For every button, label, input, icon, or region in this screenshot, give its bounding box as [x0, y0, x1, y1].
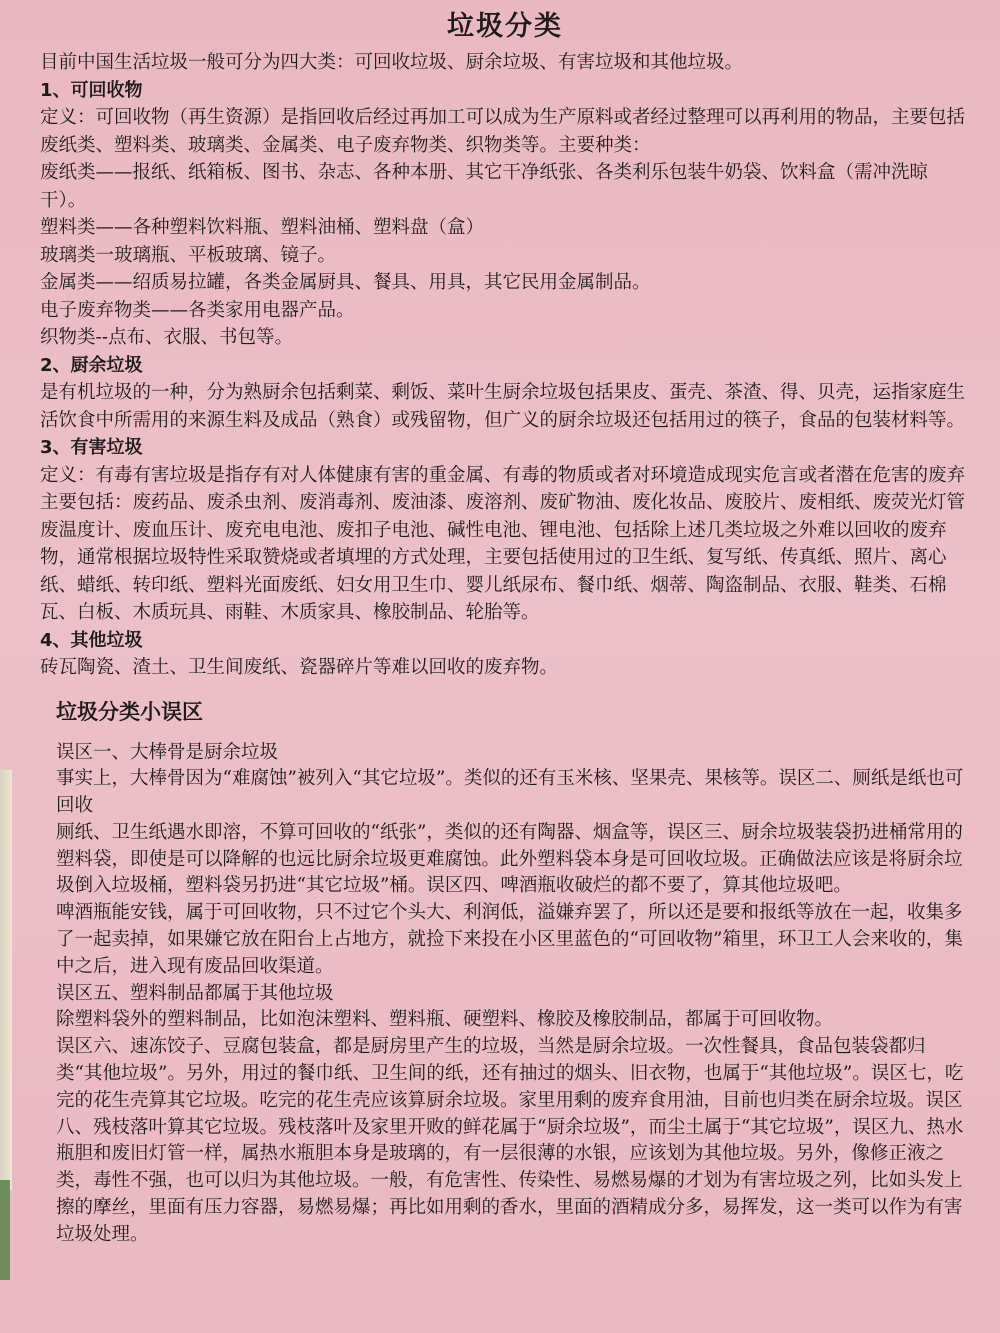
myth5-title: 误区五、塑料制品都属于其他垃圾 — [56, 982, 334, 1004]
section1-definition: 定义：可回收物（再生资源）是指回收后经过再加工可以成为生产原料或者经过整理可以再利用的物品，主要包括废纸类、塑料类、玻璃类、金属类、电子废弃物类、织物类等。主要种类： — [40, 107, 966, 156]
section1-heading: 1、可回收物 — [40, 79, 143, 101]
section1-metal: 金属类——绍质易拉罐，各类金属厨具、餐具、用具，其它民用金属制品。 — [40, 272, 651, 293]
section1-electronic: 电子废弃物类——各类家用电器产品。 — [40, 299, 355, 321]
myths-section — [40, 696, 970, 1249]
myth5-text: 除塑料袋外的塑料制品，比如泡沫塑料、塑料瓶、硬塑料、橡胶及橡胶制品，都属于可回收物。 — [56, 1009, 834, 1031]
section1-textile: 织物类--点布、衣服、书包等。 — [40, 327, 294, 348]
section3-text: 定义：有毒有害垃圾是指存有对人体健康有害的重金属、有毒的物质或者对环境造成现实危言或者潜在危害的废弃主要包括：废药品、废杀虫剂、废消毒剂、废油漆、废溶剂、废矿物油、废化妆品、废胶片、废相纸、废荧光灯管废温度计、废血压计、废充电电池、废扣子电池、碱性电池、锂电池、包括除上述几类垃圾之外难以回收的废弃物，通常根据垃圾特性采取赞烧或者填埋的方式处理，主要包括使用过的卫生纸、复写纸、传真纸、照片、离心纸、蜡纸、转印纸、塑料光面废纸、妇女用卫生巾、婴儿纸尿布、餐巾纸、烟蒂、陶盗制品、衣服、鞋类、石棉瓦、白板、木质玩具、雨鞋、木质家具、橡胶制品、轮胎等。 — [40, 464, 966, 623]
section2-heading: 2、厨余垃圾 — [40, 354, 143, 376]
section1-glass: 玻璃类一玻璃瓶、平板玻璃、镜子。 — [40, 244, 337, 266]
myth1-title: 误区一、大棒骨是厨余垃圾 — [56, 741, 279, 763]
section1-plastic: 塑料类——各种塑料饮料瓶、塑料油桶、塑料盘（盒） — [40, 217, 485, 238]
background-edge — [0, 1180, 10, 1280]
document-content — [40, 4, 970, 1249]
section4-heading: 4、其他垃圾 — [40, 629, 143, 651]
intro-paragraph: 目前中国生活垃圾一般可分为四大类：可回收垃圾、厨余垃圾、有害垃圾和其他垃圾。 — [40, 52, 744, 73]
section2-text: 是有机垃圾的一种，分为熟厨余包括剩菜、剩饭、菜叶生厨余垃圾包括果皮、蛋壳、茶渣、得、贝壳，运指家庭生活饮食中所需用的来源生料及成品（熟食）或残留物，但广义的厨余垃圾还包括用过的筷子，食品的包装材料等。 — [40, 382, 966, 431]
section1-paper: 废纸类——报纸、纸箱板、图书、杂志、各种本册、其它干净纸张、各类利乐包装牛奶袋、饮料盒（需冲洗晾干）。 — [40, 162, 929, 211]
myths-title: 垃圾分类小误区 — [56, 699, 203, 724]
paper-edge-left — [0, 770, 12, 1190]
document-title: 垃圾分类 — [447, 11, 563, 42]
myth4-text: 啤酒瓶能安钱，属于可回收物，只不过它个头大、利润低，溢嫌弃罢了，所以还是要和报纸等放在一起，收集多了一起卖掉，如果嫌它放在阳台上占地方，就捡下来投在小区里蓝色的“可回收物”箱里，环卫工人会来收的，集中之后，进入现有废品回收渠道。 — [56, 902, 963, 977]
section3-heading: 3、有害垃圾 — [40, 437, 143, 458]
myth6-text: 误区六、速冻饺子、豆腐包装盒，都是厨房里产生的垃圾，当然是厨余垃圾。一次性餐具，食品包装袋都归类“其他垃圾”。另外，用过的餐巾纸、卫生间的纸，还有抽过的烟头、旧衣物，也属于“其他垃圾”。误区七，吃完的花生壳算其它垃圾。吃完的花生壳应该算厨余垃圾。家里用剩的废弃食用油，目前也归类在厨余垃圾。误区八、残枝落叶算其它垃圾。残枝落叶及家里开败的鲜花属于“厨余垃圾”，而尘土属于“其它垃圾”，误区九、热水瓶胆和废旧灯管一样，属热水瓶胆本身是玻璃的，有一层很薄的水银，应该划为其他垃圾。另外，像修正液之类，毒性不强，也可以归为其他垃圾。一般，有危害性、传染性、易燃易爆的才划为有害垃圾之列，比如头发上擦的摩丝，里面有压力容器，易燃易爆；再比如用剩的香水，里面的酒精成分多，易挥发，这一类可以作为有害垃圾处理。 — [56, 1036, 964, 1245]
myth1-text: 事实上，大棒骨因为“难腐蚀”被列入“其它垃圾”。类似的还有玉米核、坚果壳、果核等。误区二、厕纸是纸也可回收 — [56, 768, 964, 817]
myth2-text: 厕纸、卫生纸遇水即溶，不算可回收的“纸张”，类似的还有陶器、烟盒等，误区三、厨余垃圾装袋扔进桶常用的塑料袋，即使是可以降解的也远比厨余垃圾更难腐蚀。此外塑料袋本身是可回收垃圾。正确做法应该是将厨余垃圾倒入垃圾桶，塑料袋另扔进“其它垃圾”桶。误区四、啤酒瓶收破烂的都不要了，算其他垃圾吧。 — [56, 821, 963, 897]
section4-text: 砖瓦陶瓷、渣土、卫生间废纸、瓷器碎片等难以回收的废弃物。 — [40, 657, 559, 678]
